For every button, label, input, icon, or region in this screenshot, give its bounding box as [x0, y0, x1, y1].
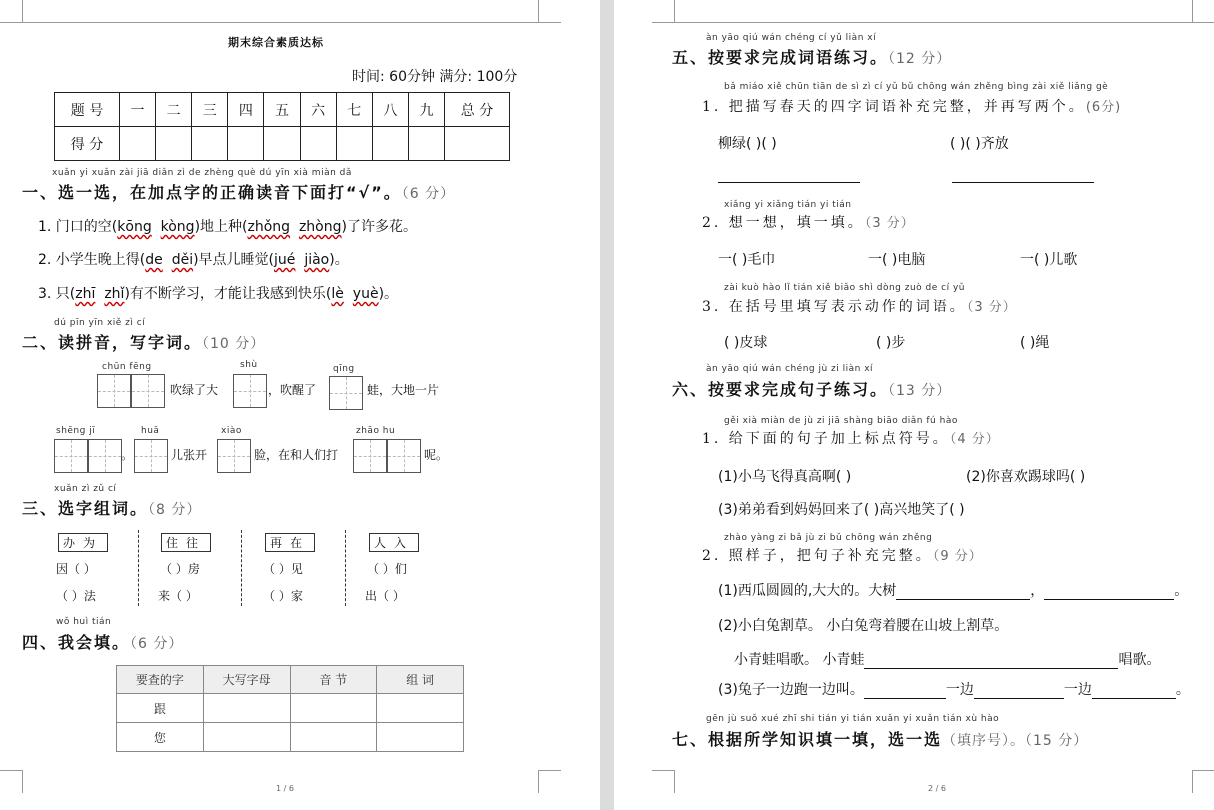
table-row: [117, 694, 464, 723]
punctuation-item[interactable]: (2)你喜欢踢球吗( ): [966, 469, 1086, 485]
group-divider: [138, 530, 139, 606]
pinyin-option[interactable]: zhī: [75, 286, 96, 302]
score-cell: 九: [408, 93, 444, 127]
sentence-exercise: [718, 679, 1190, 699]
blank-item[interactable]: （ ）们: [367, 562, 407, 576]
answer-line[interactable]: [864, 654, 1118, 669]
question-title: 3. 在括号里填写表示动作的词语。: [702, 299, 967, 315]
question-heading: [702, 96, 1121, 116]
question-heading: [702, 296, 1017, 316]
score-table: [54, 92, 510, 161]
pinyin-option[interactable]: jué: [274, 252, 296, 268]
answer-cell[interactable]: [203, 694, 290, 723]
blank-item[interactable]: （ ）家: [263, 589, 303, 603]
row-character: 跟: [117, 694, 204, 723]
blank-item[interactable]: （ ）法: [56, 589, 96, 603]
exam-title: 期末综合素质达标: [228, 36, 324, 49]
page-corner-mark: [538, 0, 561, 23]
punctuation-item[interactable]: (1)小乌飞得真高啊( ): [718, 469, 852, 485]
question-title: 1. 给下面的句子加上标点符号。: [702, 431, 950, 447]
question-text: )了许多花。: [341, 219, 417, 235]
question-text: 2. 小学生晚上得(: [38, 252, 146, 268]
score-label-cell: 得 分: [55, 127, 120, 161]
score-cell: 七: [336, 93, 372, 127]
sentence-text: 一边: [1063, 682, 1092, 698]
time-info: 时间: 60分钟 满分: 100分: [352, 69, 518, 85]
pinyin-prompt: huā: [141, 426, 160, 436]
char-choice-box: 再在: [265, 533, 315, 552]
score-cell: 六: [300, 93, 336, 127]
question-pinyin: xiǎng yi xiǎng tián yi tián: [724, 200, 852, 210]
page-corner-mark: [652, 0, 675, 23]
score-cell: 一: [120, 93, 156, 127]
section-7-heading: [672, 727, 1088, 750]
question-title: 1. 把描写春天的四字词语补充完整，并再写两个。: [702, 99, 1086, 115]
section-pinyin: dú pīn yīn xiě zì cí: [54, 318, 146, 328]
page-corner-mark: [1192, 770, 1214, 793]
section-score: （10 分）: [202, 336, 266, 352]
pinyin-option[interactable]: kòng: [160, 219, 195, 235]
answer-line[interactable]: [896, 585, 1030, 600]
section-score: （6 分）: [401, 186, 456, 202]
answer-line[interactable]: [1092, 684, 1176, 699]
fill-blank-item[interactable]: 一( )毛巾: [718, 252, 776, 268]
pinyin-option[interactable]: jiào: [304, 252, 330, 268]
group-divider: [345, 530, 346, 606]
column-header: 大写字母: [203, 666, 290, 694]
answer-cell[interactable]: [377, 723, 464, 752]
answer-line[interactable]: [1044, 585, 1174, 600]
question-pinyin: gěi xià miàn de jù zi jiā shàng biāo diǎn fú hào: [724, 416, 958, 426]
fill-blank-item[interactable]: ( )( )齐放: [950, 136, 1009, 152]
column-header: 要查的字: [117, 666, 204, 694]
char-choice-box: 人入: [369, 533, 419, 552]
header-rule: [22, 22, 538, 23]
sentence-text: (3)兔子一边跑一边叫。: [718, 682, 864, 698]
sentence-text: 。: [1175, 682, 1190, 698]
document-page-2: [614, 0, 1214, 810]
dictionary-lookup-table: [116, 665, 464, 752]
page-corner-mark: [1192, 0, 1214, 23]
header-rule: [674, 22, 1192, 23]
document-page-1: [0, 0, 600, 810]
sentence-text: (1)西瓜圆圆的,大大的。大树: [718, 583, 897, 599]
page-corner-mark: [0, 0, 23, 23]
section-pinyin: wǒ huì tián: [56, 617, 112, 627]
score-cell: 三: [192, 93, 228, 127]
pinyin-option[interactable]: kōng: [117, 219, 152, 235]
section-title: 七、根据所学知识填一填，选一选: [672, 730, 943, 749]
answer-line[interactable]: [974, 684, 1064, 699]
score-entry-cell[interactable]: [372, 127, 408, 161]
pinyin-option[interactable]: zhòng: [298, 219, 342, 235]
section-3-heading: [22, 496, 201, 519]
section-title: 三、选字组词。: [22, 499, 149, 518]
fill-blank-item[interactable]: 一( )电脑: [868, 252, 926, 268]
sentence-text: 小青蛙唱歌。 小青蛙: [734, 652, 865, 668]
answer-cell[interactable]: [203, 723, 290, 752]
question-score: （3 分）: [864, 216, 915, 231]
score-cell: 五: [264, 93, 300, 127]
blank-item[interactable]: 来（ ）: [158, 589, 198, 603]
section-6-heading: [672, 377, 951, 400]
question-score: （4 分）: [949, 432, 1000, 447]
sentence-text: 。: [121, 448, 134, 462]
sentence-text: 呢。: [424, 448, 449, 462]
score-cell: 总 分: [445, 93, 510, 127]
sentence-text: 。: [1174, 583, 1189, 599]
table-row: [117, 723, 464, 752]
answer-line[interactable]: [718, 182, 860, 183]
section-2-heading: [22, 330, 265, 353]
pinyin-option[interactable]: de: [145, 252, 163, 268]
section-pinyin: xuǎn yi xuǎn zài jiā diǎn zì de zhèng què dú yīn xià miàn dǎ: [52, 168, 352, 178]
section-pinyin: àn yāo qiú wán chéng cí yǔ liàn xí: [706, 33, 877, 43]
fill-blank-item[interactable]: 柳绿( )( ): [718, 136, 777, 152]
section-pinyin: àn yāo qiú wán chéng jù zi liàn xí: [706, 364, 874, 374]
section-title: 五、按要求完成词语练习。: [672, 48, 889, 67]
writing-grid-box[interactable]: [233, 374, 267, 408]
page-corner-mark: [652, 770, 675, 793]
question-text: )有不断学习，才能让我感到快乐(: [124, 286, 332, 302]
fill-blank-item[interactable]: ( )步: [876, 335, 906, 351]
question-text: 3. 只(: [38, 286, 76, 302]
sentence-exercise: [734, 649, 1160, 669]
pinyin-prompt: xiào: [221, 426, 242, 436]
sentence-text: 脸，在和人们打: [254, 448, 339, 462]
answer-cell[interactable]: [290, 723, 377, 752]
score-cell: 八: [372, 93, 408, 127]
question-text: )。: [329, 252, 349, 268]
score-entry-cell[interactable]: [300, 127, 336, 161]
question-item: [38, 249, 349, 269]
char-choice-box: 办为: [58, 533, 108, 552]
pinyin-option[interactable]: děi: [171, 252, 194, 268]
question-text: )早点儿睡觉(: [193, 252, 275, 268]
char-choice-box: 住往: [161, 533, 211, 552]
question-title: 2. 想一想，填一填。: [702, 215, 865, 231]
column-header: 组 词: [377, 666, 464, 694]
pinyin-prompt: qīng: [333, 364, 355, 374]
score-cell: 题 号: [55, 93, 120, 127]
writing-grid-box[interactable]: [88, 439, 122, 473]
page-corner-mark: [538, 770, 561, 793]
question-score: (6分): [1085, 100, 1122, 115]
score-entry-cell[interactable]: [156, 127, 192, 161]
writing-grid-box[interactable]: [131, 374, 165, 408]
question-text: )地上种(: [194, 219, 248, 235]
section-pinyin: gēn jù suǒ xué zhī shi tián yi tián xuǎn yi xuǎn tián xù hào: [706, 714, 1000, 724]
blank-item[interactable]: （ ）见: [263, 562, 303, 576]
page-gap: [600, 0, 614, 810]
question-score: （9 分）: [932, 549, 983, 564]
section-title: 六、按要求完成句子练习。: [672, 380, 889, 399]
pinyin-prompt: shēng jī: [56, 426, 96, 436]
section-title: 四、我会填。: [22, 633, 131, 652]
section-score: （13 分）: [888, 383, 952, 399]
sentence-text: ，吹醒了: [268, 383, 317, 397]
question-heading: [702, 212, 915, 232]
page-number: 2 / 6: [928, 784, 946, 793]
score-entry-cell[interactable]: [336, 127, 372, 161]
question-pinyin: bǎ miáo xiě chūn tiān de sì zì cí yǔ bǔ chōng wán zhěng bìng zài xiě liǎng gè: [724, 82, 1109, 92]
row-character: 您: [117, 723, 204, 752]
sentence-text: ，: [1030, 583, 1045, 599]
answer-cell[interactable]: [290, 694, 377, 723]
sentence-exercise: [718, 580, 1188, 600]
group-divider: [241, 530, 242, 606]
question-heading: [702, 545, 983, 565]
score-entry-cell[interactable]: [120, 127, 156, 161]
section-pinyin: xuǎn zì zǔ cí: [54, 484, 117, 494]
fill-blank-item[interactable]: ( )皮球: [724, 335, 768, 351]
pinyin-option[interactable]: yuè: [352, 286, 379, 302]
score-cell: 四: [228, 93, 264, 127]
sentence-text: 儿张开: [171, 448, 208, 462]
pinyin-prompt: zhāo hu: [356, 426, 396, 436]
question-text: 1. 门口的空(: [38, 219, 118, 235]
writing-grid-box[interactable]: [54, 439, 88, 473]
writing-grid-box[interactable]: [387, 439, 421, 473]
question-score: （3 分）: [966, 300, 1017, 315]
page-corner-mark: [0, 770, 23, 793]
score-entry-cell[interactable]: [192, 127, 228, 161]
writing-grid-box[interactable]: [97, 374, 131, 408]
section-score: （填序号）。（15 分）: [942, 733, 1089, 749]
section-title: 一、选一选，在加点字的正确读音下面打“√”。: [22, 183, 402, 202]
writing-grid-box[interactable]: [134, 439, 168, 473]
answer-cell[interactable]: [377, 694, 464, 723]
question-pinyin: zhào yàng zi bǎ jù zi bǔ chōng wán zhěng: [724, 533, 933, 543]
fill-blank-item[interactable]: ( )绳: [1020, 335, 1050, 351]
score-entry-cell[interactable]: [445, 127, 510, 161]
question-item: [38, 216, 417, 236]
sentence-text: 吹绿了大: [170, 383, 219, 397]
score-entry-cell[interactable]: [228, 127, 264, 161]
blank-item[interactable]: 出（ ）: [365, 589, 405, 603]
section-score: （8 分）: [148, 502, 202, 518]
score-entry-cell[interactable]: [408, 127, 444, 161]
sentence-text: 蛙，大地一片: [367, 383, 440, 397]
question-heading: [702, 428, 1000, 448]
sentence-example: (2)小白兔割草。 小白兔弯着腰在山坡上割草。: [718, 618, 1009, 634]
punctuation-item[interactable]: (3)弟弟看到妈妈回来了( )高兴地笑了( ): [718, 502, 965, 518]
question-pinyin: zài kuò hào lǐ tián xiě biǎo shì dòng zuò de cí yǔ: [724, 283, 965, 293]
blank-item[interactable]: 因（ ）: [56, 562, 96, 576]
writing-grid-box[interactable]: [353, 439, 387, 473]
question-title: 2. 照样子，把句子补充完整。: [702, 548, 933, 564]
pinyin-option[interactable]: lè: [331, 286, 344, 302]
pinyin-prompt: chūn fēng: [102, 362, 152, 372]
score-table-header-row: [55, 93, 510, 127]
pinyin-prompt: shù: [240, 360, 258, 370]
section-score: （12 分）: [888, 51, 952, 67]
answer-line[interactable]: [952, 182, 1094, 183]
table-header-row: [117, 666, 464, 694]
answer-line[interactable]: [864, 684, 946, 699]
section-5-heading: [672, 45, 951, 68]
blank-item[interactable]: （ ）房: [160, 562, 200, 576]
writing-grid-box[interactable]: [329, 376, 363, 410]
pinyin-option[interactable]: zhǒng: [247, 219, 291, 235]
section-title: 二、读拼音，写字词。: [22, 333, 203, 352]
writing-grid-box[interactable]: [217, 439, 251, 473]
section-score: （6 分）: [130, 636, 184, 652]
score-cell: 二: [156, 93, 192, 127]
question-item: [38, 283, 398, 303]
score-entry-cell[interactable]: [264, 127, 300, 161]
fill-blank-item[interactable]: 一( )儿歌: [1020, 252, 1078, 268]
section-1-heading: [22, 180, 455, 203]
page-number: 1 / 6: [276, 784, 294, 793]
score-table-score-row: [55, 127, 510, 161]
sentence-text: 一边: [945, 682, 974, 698]
pinyin-option[interactable]: zhǐ: [104, 286, 125, 302]
section-4-heading: [22, 630, 183, 653]
question-text: )。: [378, 286, 399, 302]
column-header: 音 节: [290, 666, 377, 694]
sentence-text: 唱歌。: [1118, 652, 1161, 668]
